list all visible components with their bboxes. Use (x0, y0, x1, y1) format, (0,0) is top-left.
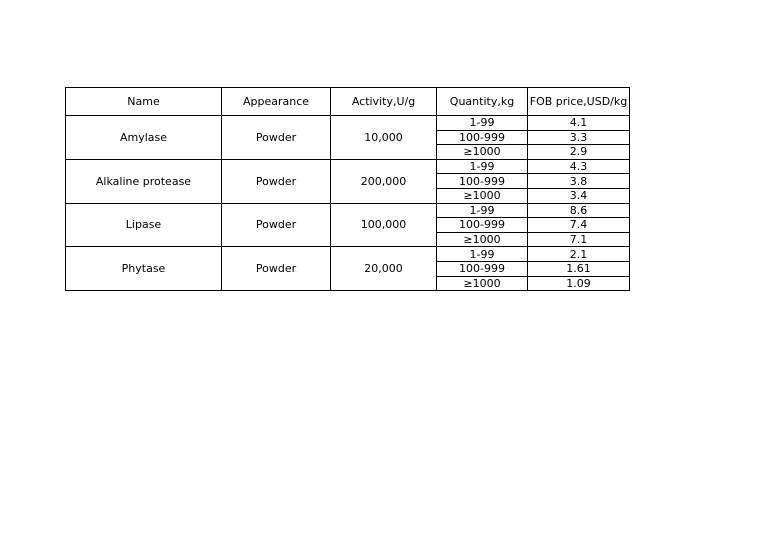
product-activity: 10,000 (331, 116, 437, 160)
product-activity: 200,000 (331, 159, 437, 203)
tier-quantity: ≥1000 (437, 188, 528, 203)
tier-price: 7.4 (528, 218, 630, 233)
header-appearance: Appearance (222, 88, 331, 116)
header-name: Name (66, 88, 222, 116)
tier-quantity: 100-999 (437, 261, 528, 276)
tier-price: 1.09 (528, 276, 630, 291)
product-appearance: Powder (222, 203, 331, 247)
product-name: Lipase (66, 203, 222, 247)
tier-price: 3.8 (528, 174, 630, 189)
table-row (66, 247, 630, 262)
product-name: Amylase (66, 116, 222, 160)
tier-quantity: 1-99 (437, 116, 528, 131)
product-name: Phytase (66, 247, 222, 291)
tier-price: 3.4 (528, 188, 630, 203)
tier-price: 4.1 (528, 116, 630, 131)
table-row (66, 203, 630, 218)
tier-price: 1.61 (528, 261, 630, 276)
tier-price: 3.3 (528, 130, 630, 145)
product-activity: 100,000 (331, 203, 437, 247)
tier-quantity: ≥1000 (437, 276, 528, 291)
tier-quantity: ≥1000 (437, 145, 528, 160)
header-quantity: Quantity,kg (437, 88, 528, 116)
table-row (66, 116, 630, 131)
tier-price: 8.6 (528, 203, 630, 218)
product-activity: 20,000 (331, 247, 437, 291)
tier-quantity: 1-99 (437, 203, 528, 218)
tier-quantity: 1-99 (437, 247, 528, 262)
tier-quantity: ≥1000 (437, 232, 528, 247)
enzyme-price-table (65, 87, 630, 291)
tier-price: 2.9 (528, 145, 630, 160)
product-appearance: Powder (222, 247, 331, 291)
product-name: Alkaline protease (66, 159, 222, 203)
tier-quantity: 100-999 (437, 174, 528, 189)
product-appearance: Powder (222, 159, 331, 203)
tier-price: 2.1 (528, 247, 630, 262)
table-row (66, 159, 630, 174)
tier-quantity: 100-999 (437, 218, 528, 233)
header-price: FOB price,USD/kg (528, 88, 630, 116)
product-appearance: Powder (222, 116, 331, 160)
tier-quantity: 100-999 (437, 130, 528, 145)
table-header-row (66, 88, 630, 116)
header-activity: Activity,U/g (331, 88, 437, 116)
tier-price: 7.1 (528, 232, 630, 247)
tier-price: 4.3 (528, 159, 630, 174)
tier-quantity: 1-99 (437, 159, 528, 174)
